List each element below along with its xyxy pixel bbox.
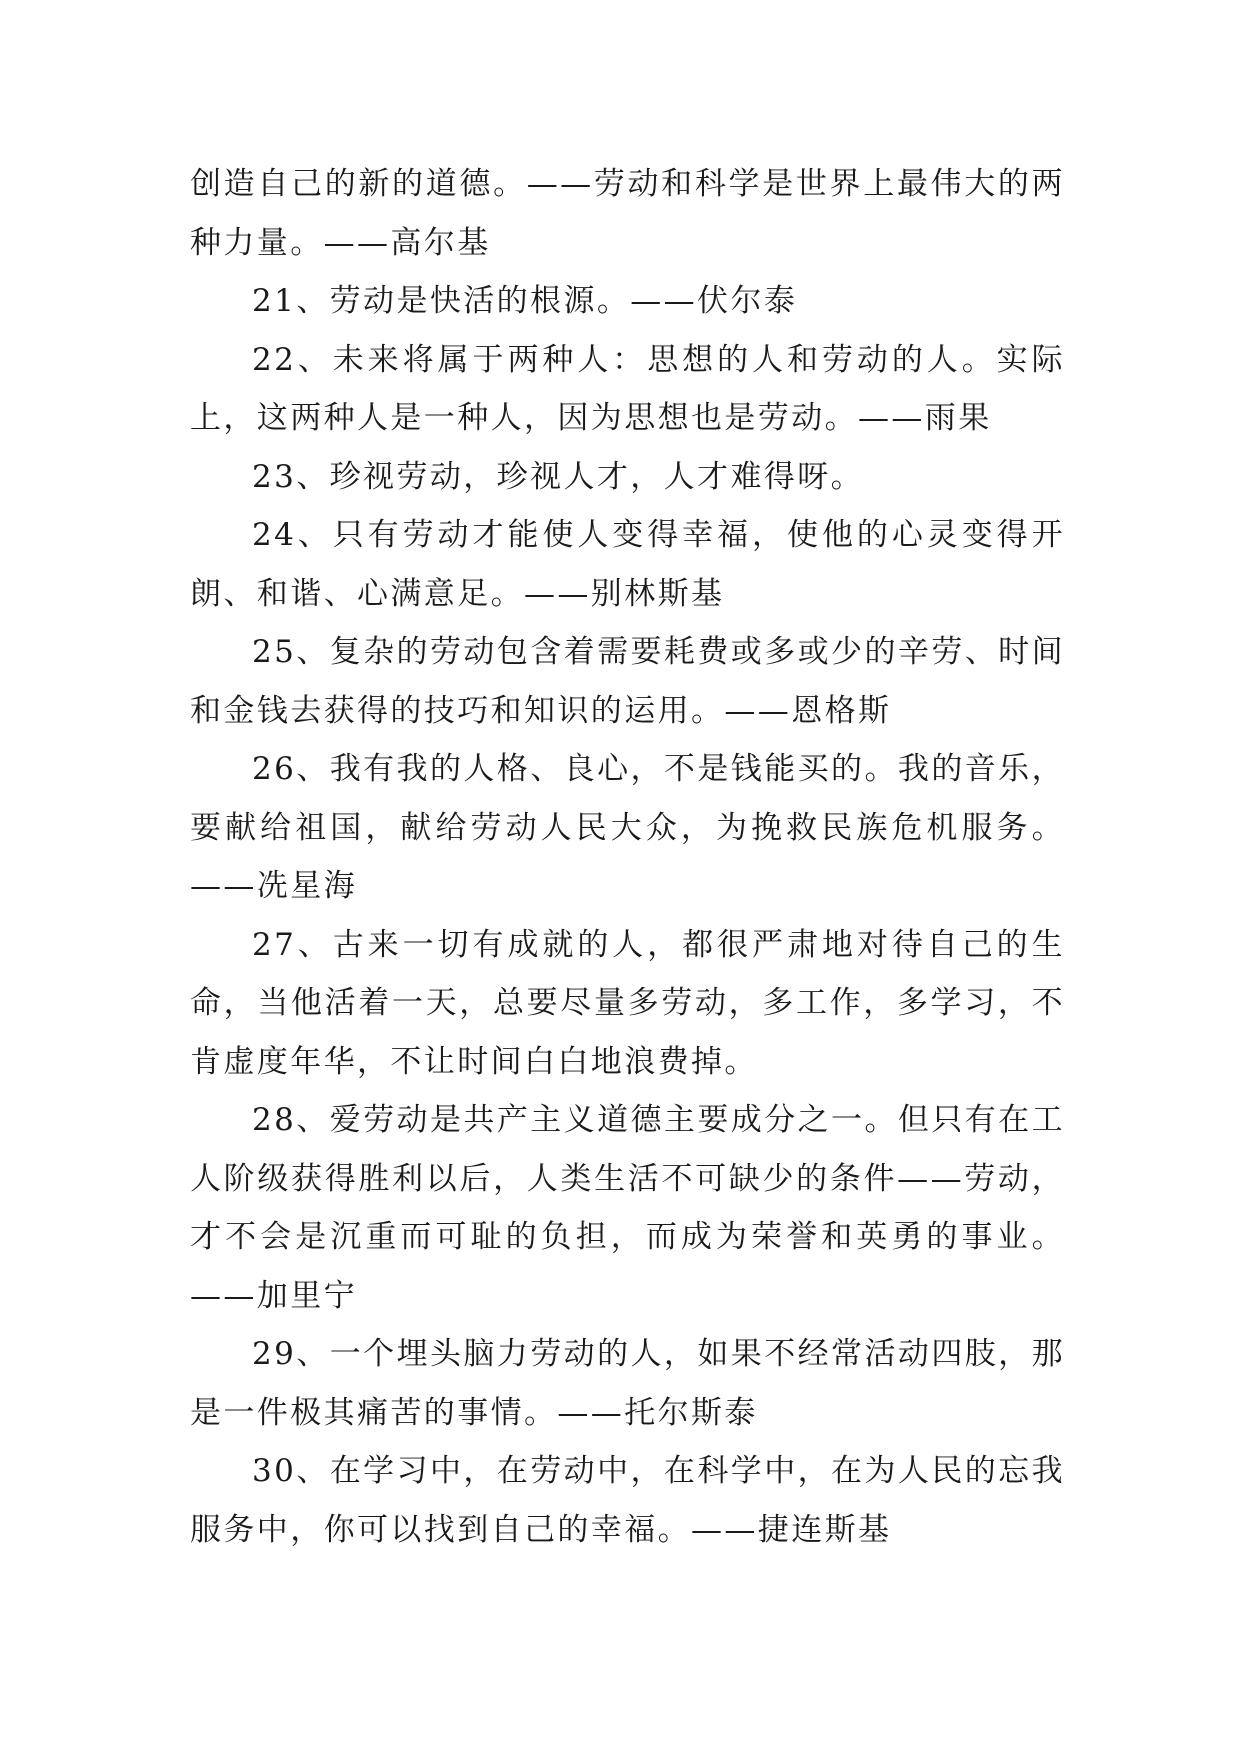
quote-24: 24、只有劳动才能使人变得幸福，使他的心灵变得开朗、和谐、心满意足。——别林斯基 <box>190 517 1065 612</box>
quote-30: 30、在学习中，在劳动中，在科学中，在为人民的忘我服务中，你可以找到自己的幸福。——捷连斯基 <box>190 1453 1065 1548</box>
quote-26: 26、我有我的人格、良心，不是钱能买的。我的音乐，要献给祖国，献给劳动人民大众，为挽救民族危机服务。——冼星海 <box>190 751 1065 904</box>
quote-22: 22、未来将属于两种人：思想的人和劳动的人。实际上，这两种人是一种人，因为思想也是劳动。——雨果 <box>190 341 1065 436</box>
quote-25: 25、复杂的劳动包含着需要耗费或多或少的辛劳、时间和金钱去获得的技巧和知识的运用。——恩格斯 <box>190 634 1065 729</box>
quote-27: 27、古来一切有成就的人，都很严肃地对待自己的生命，当他活着一天，总要尽量多劳动，多工作，多学习，不肯虚度年华，不让时间白白地浪费掉。 <box>190 926 1065 1080</box>
quote-21: 21、劳动是快活的根源。——伏尔泰 <box>252 283 798 319</box>
document-page <box>190 155 1065 1559</box>
quote-29: 29、一个埋头脑力劳动的人，如果不经常活动四肢，那是一件极其痛苦的事情。——托尔斯泰 <box>190 1336 1065 1431</box>
quote-23: 23、珍视劳动，珍视人才，人才难得呀。 <box>252 458 865 495</box>
quote-28: 28、爱劳动是共产主义道德主要成分之一。但只有在工人阶级获得胜利以后，人类生活不可缺少的条件——劳动，才不会是沉重而可耻的负担，而成为荣誉和英勇的事业。——加里宁 <box>190 1102 1065 1314</box>
paragraph-continuation: 创造自己的新的道德。——劳动和科学是世界上最伟大的两种力量。——高尔基 <box>190 166 1065 261</box>
